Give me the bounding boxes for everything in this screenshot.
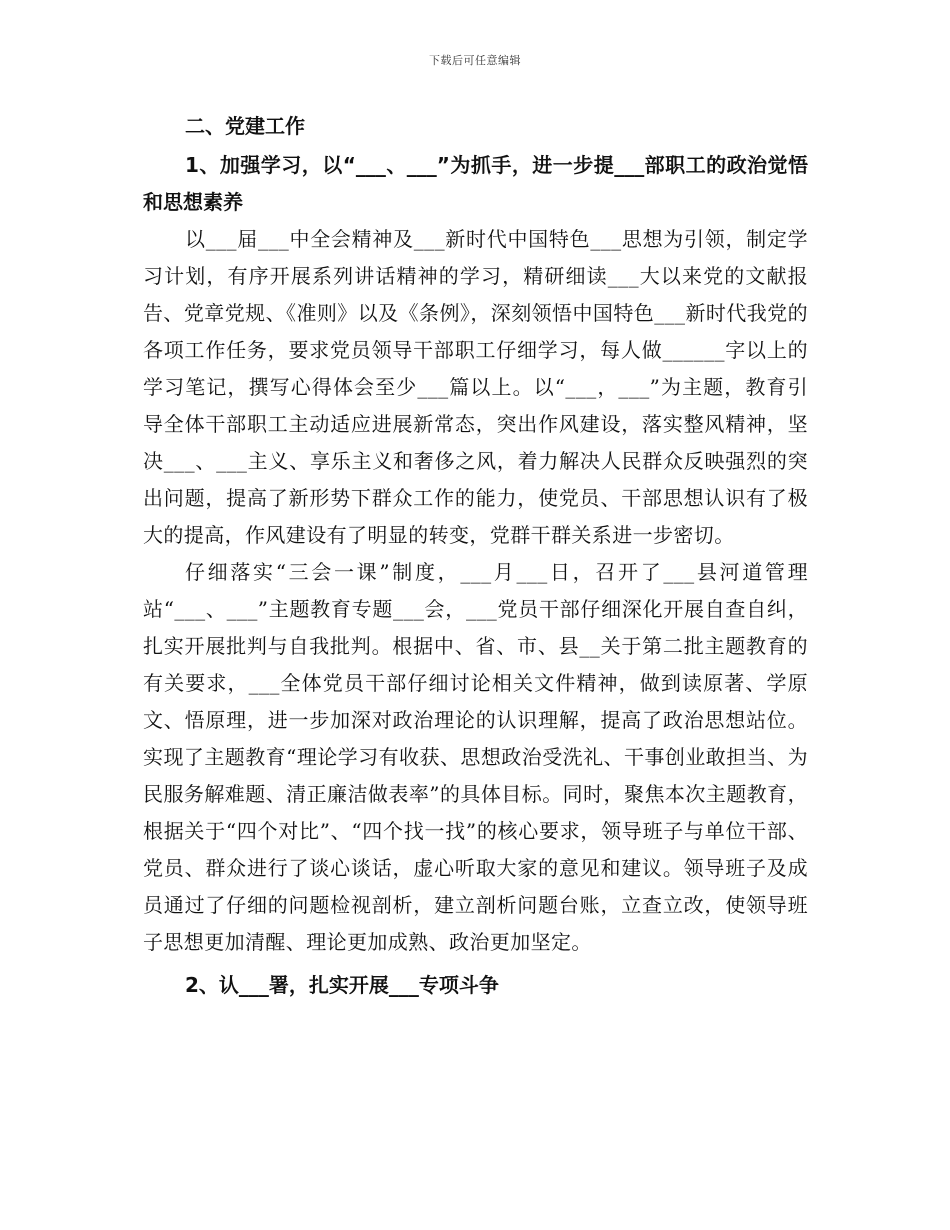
page-header-note: 下载后可任意编辑 bbox=[429, 54, 521, 67]
paragraph-study-plan: 以___届___中全会精神及___新时代中国特色___思想为引领，制定学习计划，有序开展系列讲话精神的学习，精研细读___大以来党的文献报告、党章党规、《准则》以及《条例》，深刻领悟中国特色___新时代我党的各项工作任务，要求党员领导干部职工仔细学习，每人做______字以上的学习笔记，撰写心得体会至少___篇以上。以“___，___”为主题，教育引导全体干部职工主动适应进展新常态，突出作风建设，落实整风精神，坚决___、___主义、享乐主义和奢侈之风，着力解决人民群众反映强烈的突出问题，提高了新形势下群众工作的能力，使党员、干部思想认识有了极大的提高，作风建设有了明显的转变，党群干群关系进一步密切。 bbox=[143, 227, 808, 547]
section-heading: 二、党建工作 bbox=[185, 114, 305, 138]
subheading-special-campaign: 2、认___署，扎实开展___专项斗争 bbox=[185, 973, 499, 997]
document-body bbox=[143, 108, 808, 1004]
subheading-study: 1、加强学习，以“___、___”为抓手，进一步提___部职工的政治觉悟和思想素养 bbox=[143, 153, 808, 214]
paragraph-meeting-system: 仔细落实“三会一课”制度，___月___日，召开了___县河道管理站“___、___”主题教育专题___会，___党员干部仔细深化开展自查自纠，扎实开展批判与自我批判。根据中、省、市、县__关于第二批主题教育的有关要求，___全体党员干部仔细讨论相关文件精神，做到读原著、学原文、悟原理，进一步加深对政治理论的认识理解，提高了政治思想站位。实现了主题教育“理论学习有收获、思想政治受洗礼、干事创业敢担当、为民服务解难题、清正廉洁做表率”的具体目标。同时，聚焦本次主题教育，根据关于“四个对比”、“四个找一找”的核心要求，领导班子与单位干部、党员、群众进行了谈心谈话，虚心听取大家的意见和建议。领导班子及成员通过了仔细的问题检视剖析，建立剖析问题台账，立查立改，使领导班子思想更加清醒、理论更加成熟、政治更加坚定。 bbox=[143, 560, 808, 954]
